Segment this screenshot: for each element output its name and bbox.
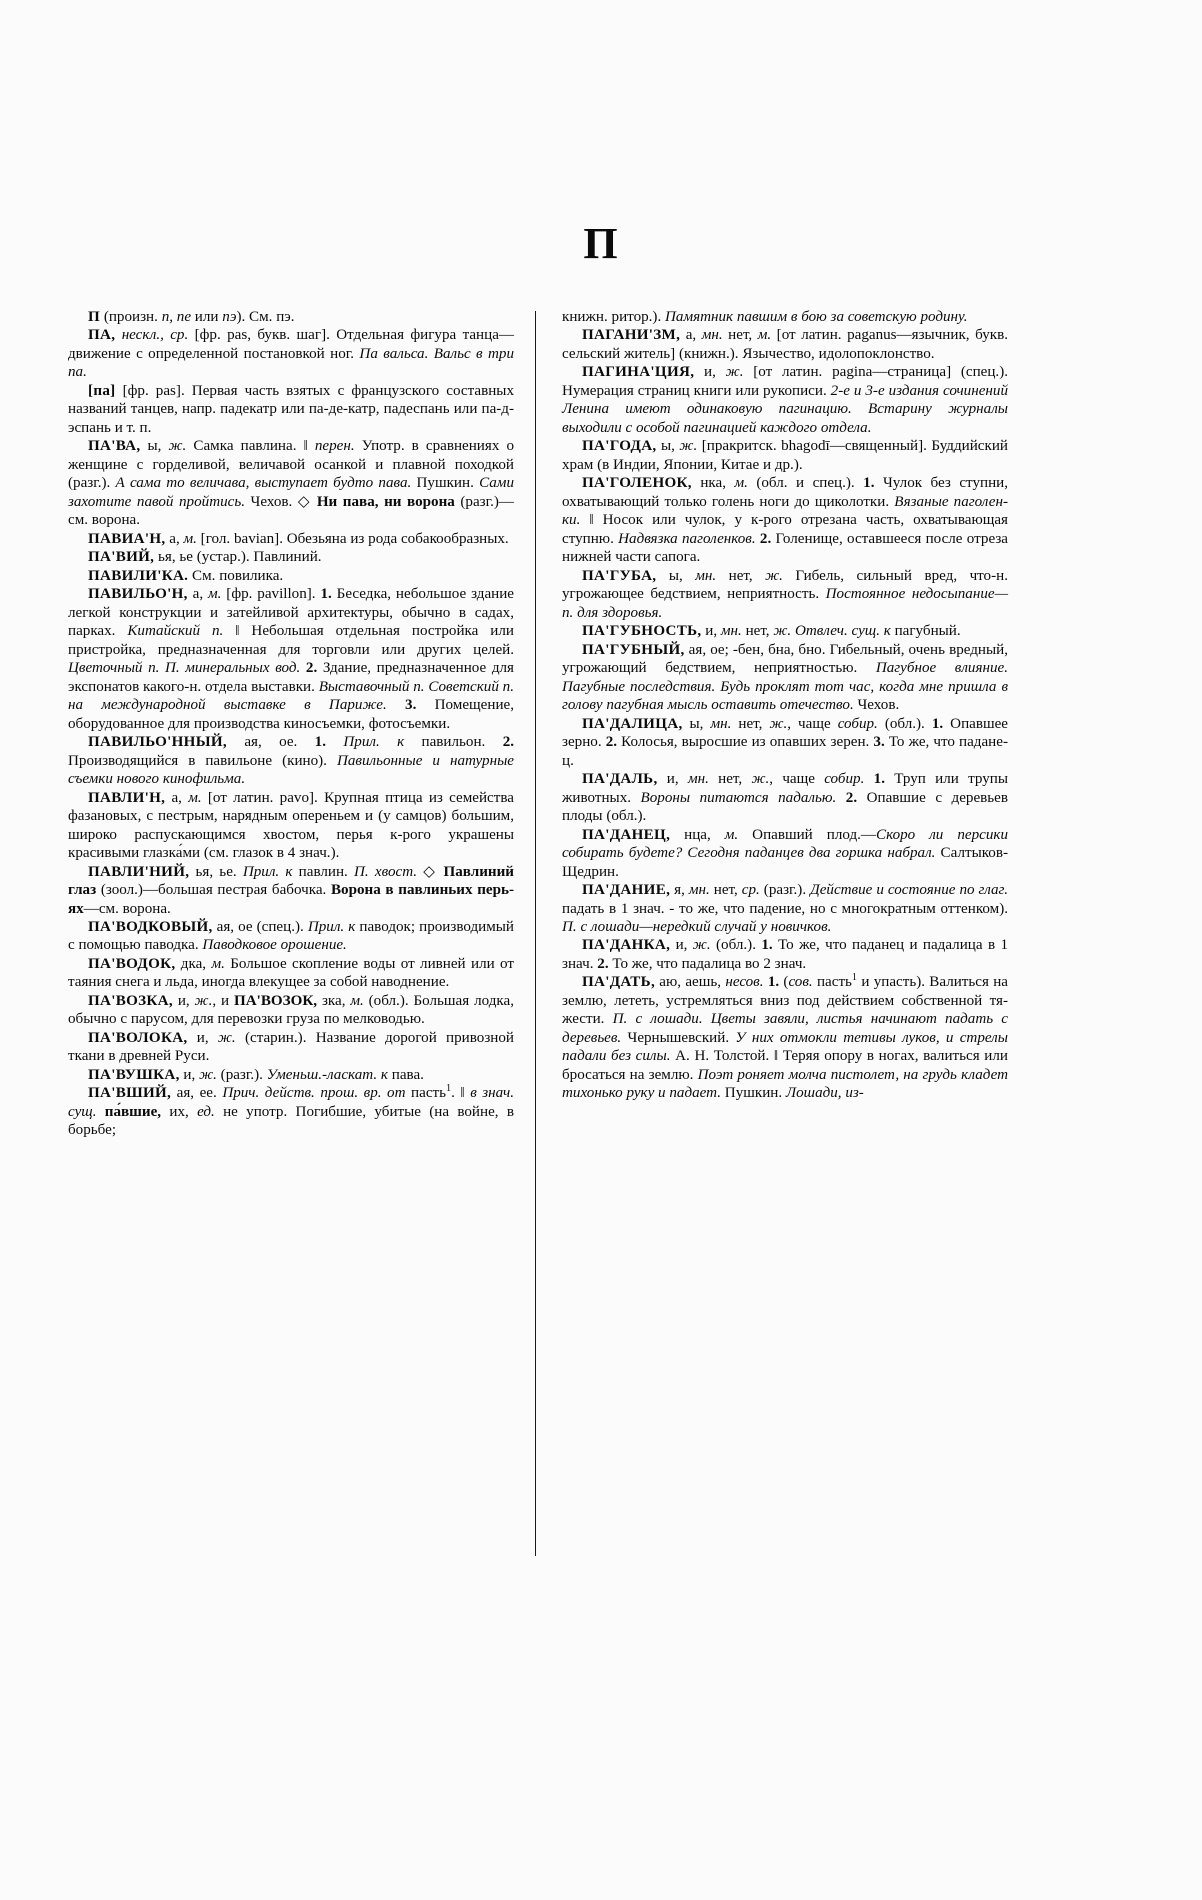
entry-headword: [па]: [88, 382, 116, 399]
dictionary-entry: [68, 863, 514, 918]
dictionary-entry: [68, 992, 514, 1029]
entry-headword: ПА'ВИЙ,: [88, 549, 155, 566]
dictionary-entry: [68, 585, 514, 733]
entry-headword: ПА'ГУБНЫЙ,: [582, 641, 685, 658]
dictionary-entry: [562, 474, 1008, 566]
entry-definition: аю, аешь, несов. 1. (сов. пасть$^1$ и упасть). Валиться на землю, лететь, устремляться вниз под действием собственной тяжести. П. с лошади. Цветы завяли, листья начинают падать с деревьев. Чернышевский. У них отмокли тетивы луков, и стрелы падали без силы. А. Н. Толстой. ‖ Теряя опору в ногах, валиться или бросаться на землю. Поэт роняет молча пистолет, на грудь кладет тихонько руку и падает. Пушкин. Лошади, из-: [562, 972, 1009, 1102]
dictionary-entry: [68, 548, 514, 566]
page-letter-header: П: [583, 219, 619, 268]
dictionary-entry: [562, 363, 1008, 437]
right-column: [562, 308, 1008, 1556]
entry-headword: ПАВИА'Н,: [88, 530, 166, 547]
entry-definition: ая, ее. Прич. действ. прош. вр. от пасть$^1$. ‖ в знач. сущ. па́вшие, их, ед. не употр. Погибшие, убитые (на войне, в борьбе;: [68, 1083, 514, 1139]
entry-definition: нца, м. Опавший плод.—Скоро ли персики собирать будете? Сегодня паданцев два горшка набрал. Салтыков-Щедрин.: [562, 826, 1008, 880]
entry-definition: нескл., ср. [фр. pas, букв. шаг]. Отдельная фигура танца—движение с определенной постановкой ног. Па вальса. Вальс в три па.: [68, 327, 514, 381]
entry-continuation: [562, 308, 1008, 326]
entry-headword: ПА'ВОДКОВЫЙ,: [88, 918, 213, 935]
entry-headword: ПА'ВОЗКА,: [88, 992, 173, 1009]
entry-definition: и, ж. (старин.). Название дорогой привозной ткани в древней Руси.: [68, 1029, 514, 1065]
entry-definition: ы, мн. нет, ж. Гибель, сильный вред, что-н. угрожающее бедствием, неприятность. Постоянное недосыпание—п. для здоровья.: [562, 567, 1008, 621]
entry-definition: я, мн. нет, ср. (разг.). Действие и состояние по глаг. падать в 1 знач. - то же, что падение, но с многократным оттенком). П. с лошади—нередкий случай у новичков.: [562, 882, 1009, 935]
dictionary-entry: [562, 973, 1008, 1102]
dictionary-entry: [562, 715, 1008, 770]
entry-headword: ПА'ДАНКА,: [582, 937, 671, 954]
entry-definition: и, ж., и ПА'ВОЗОК, зка, м. (обл.). Большая лодка, обычно с парусом, для перевозки груза по мелководью.: [68, 992, 514, 1028]
entry-headword: ПА'ДАТЬ,: [582, 974, 656, 991]
entry-headword: ПАВИЛЬО'Н,: [88, 586, 188, 603]
entry-definition: и, ж. (обл.). 1. То же, что паданец и падалица в 1 знач. 2. То же, что падалица во 2 знач.: [562, 937, 1008, 972]
dictionary-entry: [68, 918, 514, 955]
left-column: [68, 308, 535, 1556]
dictionary-entry: [562, 437, 1008, 474]
entry-headword: ПА'ВА,: [88, 438, 141, 455]
entry-definition: ья, ье. Прил. к павлин. П. хвост. ◇ Павлиний глаз (зоол.)—большая пестрая бабочка. Ворона в павлиньих перьях—см. ворона.: [68, 863, 514, 917]
dictionary-entry: [68, 1066, 514, 1084]
dictionary-entry: [68, 1029, 514, 1066]
two-column-body: [68, 308, 1134, 1556]
entry-headword: ПАВИЛИ'КА.: [88, 567, 189, 584]
entry-definition: ы, ж. [пракритск. bhagodī—священный]. Буддийский храм (в Индии, Японии, Китае и др.).: [562, 438, 1008, 473]
entry-definition: нка, м. (обл. и спец.). 1. Чулок без ступни, охватывающий только голень ноги до щиколотки. Вязаные паголенки. ‖ Носок или чулок, у к-рого отрезана часть, охватывающая ступню. Надвязка паголенков. 2. Голенище, оставшееся после отреза нижней части сапога.: [562, 475, 1008, 566]
dictionary-entry: [562, 567, 1008, 622]
dictionary-entry: [68, 733, 514, 788]
dictionary-entry: [562, 826, 1008, 881]
entry-headword: ПАВЛИ'НИЙ,: [88, 863, 190, 880]
entry-headword: ПА'ГУБА,: [582, 567, 657, 584]
dictionary-entry: [562, 326, 1008, 363]
entry-definition: и, ж. [от латин. pagina—страница] (спец.). Нумерация страниц книги или рукописи. 2-е и 3-е издания сочинений Ленина имеют одинаковую пагинацию. Встарину журналы выходили с особой пагинацией каждого отдела.: [562, 364, 1009, 436]
entry-definition: а, м. [гол. bavian]. Обезьяна из рода собакообразных.: [165, 530, 509, 547]
entry-definition: ы, ж. Самка павлина. ‖ перен. Употр. в сравнениях о женщине с горделивой, величавой осанкой и плавной походкой (разг.). А сама то величава, выступает будто пава. Пушкин. Сами захотите павой пройтись. Чехов. ◇ Ни пава, ни ворона (разг.)—см. ворона.: [68, 438, 515, 529]
entry-definition: ья, ье (устар.). Павлиний.: [154, 549, 322, 566]
dictionary-entry: [68, 530, 514, 548]
dictionary-entry: [68, 955, 514, 992]
entry-headword: ПА'ГУБНОСТЬ,: [582, 623, 702, 640]
entry-headword: ПА'ДАЛЬ,: [582, 771, 658, 788]
dictionary-entry: [562, 622, 1008, 640]
entry-definition: и, мн. нет, ж. Отвлеч. сущ. к пагубный.: [701, 623, 961, 640]
dictionary-entry: [68, 1084, 514, 1139]
dictionary-entry: [68, 789, 514, 863]
entry-definition: (произн. п, пе или пэ). См. пэ.: [100, 309, 295, 325]
entry-definition: а, м. [от латин. pavo]. Крупная птица из семейства фазановых, с пестрым, нарядным опереньем и (у самцов) большим, широко распускающимся хвостом, перья к-рого украшены красивыми глазка́ми (см. глазок в 4 знач.).: [68, 789, 514, 862]
entry-definition: [фр. pas]. Первая часть взятых с французского составных названий танцев, напр. падекатр или па-де-катр, падеспань или па-д-эспань и т. п.: [68, 382, 514, 436]
dictionary-entry: [68, 326, 514, 381]
entry-headword: ПАГАНИ'ЗМ,: [582, 327, 681, 344]
entry-headword: ПА'ВОЛОКА,: [88, 1029, 188, 1046]
entry-definition: а, м. [фр. pavillon]. 1. Беседка, небольшое здание легкой конструкции и затейливой архитектуры, обычно в садах, парках. Китайский п. ‖ Небольшая отдельная постройка или пристройка, предназначенная для торговли или других целей. Цветочный п. П. минеральных вод. 2. Здание, предназначенное для экспонатов какого-н. отдела выставки. Выставочный п. Советский п. на международной выставке в Париже. 3. Помещение, оборудованное для производства киносъемки, фотосъемки.: [68, 586, 515, 732]
entry-definition: ая, ое. 1. Прил. к павильон. 2. Производящийся в павильоне (кино). Павильонные и натурные съемки нового кинофильма.: [68, 734, 515, 788]
entry-headword: ПАГИНА'ЦИЯ,: [582, 364, 695, 381]
entry-headword: ПА'ВУШКА,: [88, 1066, 180, 1083]
entry-headword: ПАВЛИ'Н,: [88, 789, 166, 806]
column-divider: [535, 311, 536, 1556]
entry-headword: ПА'ГОДА,: [582, 438, 657, 455]
entry-definition: и, ж. (разг.). Уменьш.-ласкат. к пава.: [179, 1066, 424, 1083]
dictionary-entry: [68, 308, 514, 326]
entry-headword: ПА'ГОЛЕНОК,: [582, 475, 692, 492]
entry-headword: ПА'ВШИЙ,: [88, 1085, 172, 1102]
entry-definition: и, мн. нет, ж., чаще собир. 1. Труп или трупы животных. Вороны питаются падалью. 2. Опавшие с деревьев плоды (обл.).: [562, 771, 1009, 825]
entry-headword: ПА,: [88, 327, 116, 344]
dictionary-entry: [68, 437, 514, 529]
entry-definition: а, мн. нет, м. [от латин. paganus—язычник, букв. сельский житель] (книжн.). Язычество, идолопоклонство.: [562, 327, 1008, 362]
dictionary-entry: [68, 567, 514, 585]
entry-headword: ПА'ВОДОК,: [88, 955, 176, 972]
entry-definition: ая, ое; -бен, бна, бно. Гибельный, очень вредный, угрожающий бедствием, неприятностью. Пагубное влияние. Пагубные последствия. Будь проклят тот час, когда мне пришла в голову пагубная мысль оставить отечество. Чехов.: [562, 641, 1008, 714]
dictionary-entry: [562, 770, 1008, 825]
dictionary-entry: [562, 881, 1008, 936]
entry-definition: дка, м. Большое скопление воды от ливней или от таяния снега и льда, иногда влекущее за собой наводнение.: [68, 955, 514, 991]
dictionary-entry: [562, 641, 1008, 715]
dictionary-entry: [562, 936, 1008, 973]
dictionary-entry: [68, 382, 514, 437]
entry-headword: ПА'ДАНИЕ,: [582, 882, 671, 899]
entry-headword: ПА'ДАНЕЦ,: [582, 826, 671, 843]
entry-definition: ая, ое (спец.). Прил. к паводок; производимый с помощью паводка. Паводковое орошение.: [68, 918, 515, 954]
entry-headword: П: [88, 309, 101, 325]
entry-definition: ы, мн. нет, ж., чаще собир. (обл.). 1. Опавшее зерно. 2. Колосья, выросшие из опавших зерен. 3. То же, что паданец.: [562, 715, 1009, 769]
entry-headword: ПА'ДАЛИЦА,: [582, 715, 683, 732]
entry-definition: См. повилика.: [188, 567, 284, 584]
entry-headword: ПАВИЛЬО'ННЫЙ,: [88, 734, 227, 751]
entry-definition: книжн. ритор.). Памятник павшим в бою за советскую родину.: [562, 309, 968, 325]
